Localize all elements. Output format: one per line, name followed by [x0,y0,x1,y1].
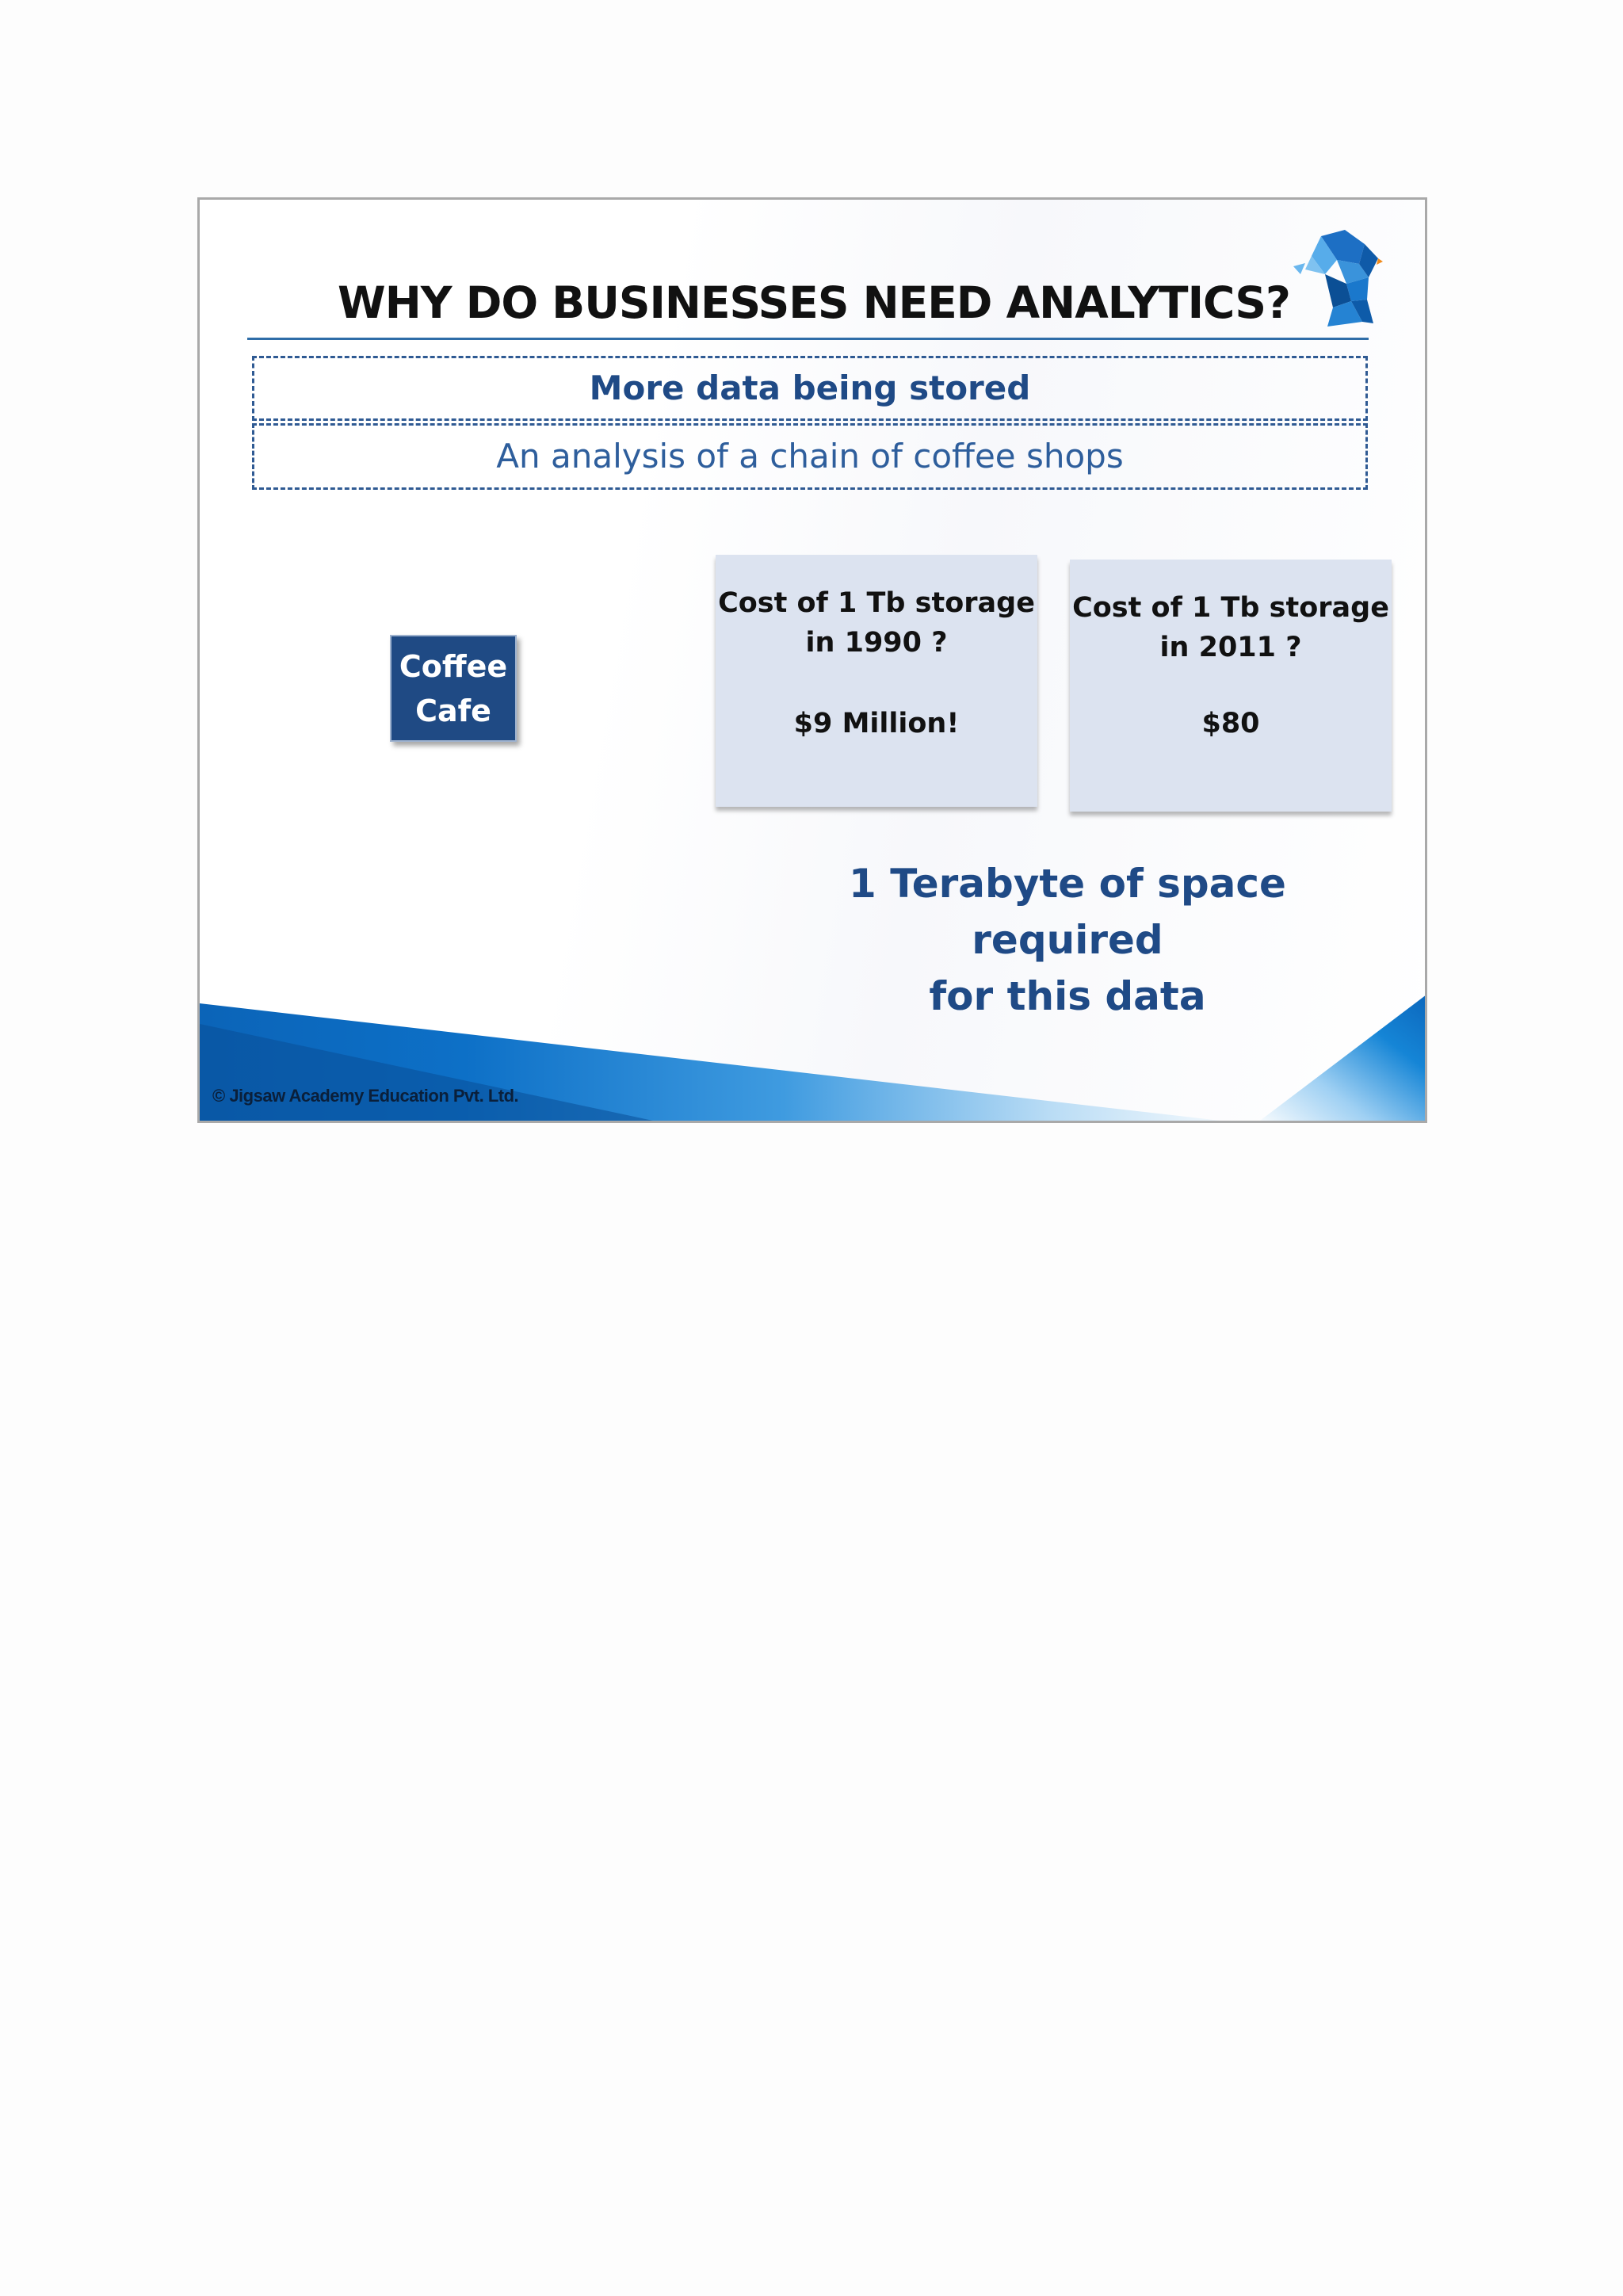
banner-more-data: More data being stored [252,356,1368,421]
card-answer: $9 Million! [793,708,960,739]
card-question [716,583,1037,663]
title-underline [247,338,1369,340]
copyright-text: © Jigsaw Academy Education Pvt. Ltd. [212,1086,519,1106]
card-question-line1: Cost of 1 Tb storage [718,587,1035,619]
card-question [1070,588,1392,667]
storage-cost-card-2011 [1070,560,1392,812]
coffee-cafe-label-line1: Coffee [399,649,508,684]
subtitle-analysis: An analysis of a chain of coffee shops [252,423,1368,490]
jigsaw-head-logo-icon [1289,228,1384,331]
storage-cost-card-1990 [716,555,1037,807]
terabyte-note [754,856,1381,1025]
card-question-line2: in 2011 ? [1159,632,1302,663]
coffee-cafe-button[interactable] [390,635,517,742]
terabyte-note-line1: 1 Terabyte of space required [849,861,1286,963]
slide [197,197,1427,1123]
terabyte-note-line2: for this data [929,973,1206,1019]
coffee-cafe-label-line2: Cafe [415,693,491,728]
slide-title: WHY DO BUSINESSES NEED ANALYTICS? [338,277,1290,328]
card-answer: $80 [1201,708,1260,739]
card-question-line1: Cost of 1 Tb storage [1072,592,1389,624]
card-question-line2: in 1990 ? [805,627,948,659]
